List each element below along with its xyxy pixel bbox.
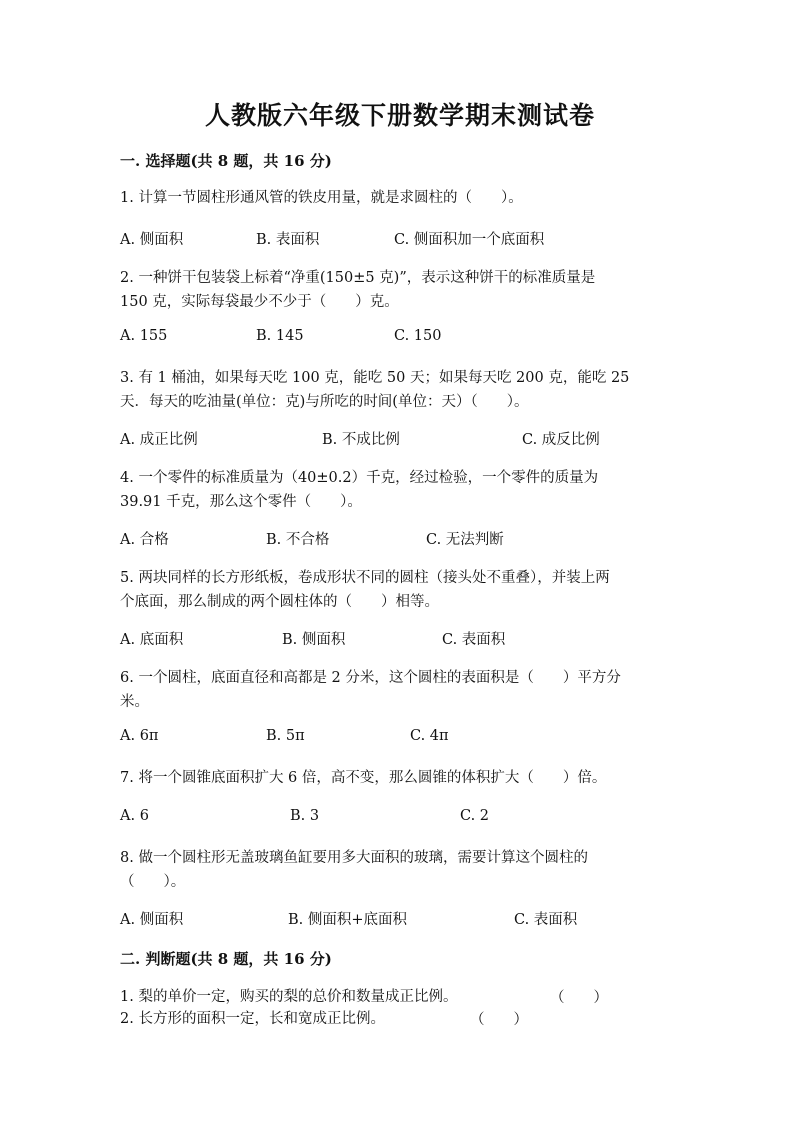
option-a: A. 6 (120, 808, 149, 824)
options-3 (120, 428, 680, 450)
option-a: A. 底面积 (120, 632, 184, 648)
option-c: C. 侧面积加一个底面积 (394, 232, 545, 248)
option-b: B. 不成比例 (322, 432, 400, 448)
question-line: 8. 做一个圆柱形无盖玻璃鱼缸要用多大面积的玻璃，需要计算这个圆柱的 (120, 850, 588, 866)
options-5 (120, 628, 680, 650)
question-line: 1. 计算一节圆柱形通风管的铁皮用量，就是求圆柱的（ ）。 (120, 190, 523, 206)
option-a: A. 成正比例 (120, 432, 198, 448)
option-b: B. 不合格 (266, 532, 330, 548)
option-b: B. 侧面积+底面积 (288, 912, 408, 928)
question-7 (120, 766, 680, 790)
judgement-item-2: 2. 长方形的面积一定，长和宽成正比例。 (120, 1011, 385, 1027)
option-c: C. 无法判断 (426, 532, 504, 548)
question-line: 150 克，实际每袋最少不少于（ ）克。 (120, 294, 399, 310)
question-line: 6. 一个圆柱，底面直径和高都是 2 分米，这个圆柱的表面积是（ ）平方分 (120, 670, 621, 686)
question-line: 3. 有 1 桶油，如果每天吃 100 克，能吃 50 天；如果每天吃 200 克，能吃 25 (120, 370, 630, 386)
question-5 (120, 566, 680, 614)
question-line: （ ）。 (120, 874, 186, 890)
section-heading-choice: 一. 选择题(共 8 题，共 16 分) (120, 152, 332, 170)
options-2 (120, 328, 680, 350)
page-title: 人教版六年级下册数学期末测试卷 (204, 101, 595, 130)
option-c: C. 150 (394, 328, 442, 344)
question-8 (120, 846, 680, 894)
answer-paren-2: （ ） (470, 1012, 528, 1028)
options-4 (120, 528, 680, 550)
judgement-item-1: 1. 梨的单价一定，购买的梨的总价和数量成正比例。 (120, 989, 458, 1005)
options-8 (120, 908, 680, 930)
question-line: 4. 一个零件的标准质量为（40±0.2）千克，经过检验，一个零件的质量为 (120, 470, 599, 486)
question-line: 39.91 千克，那么这个零件（ ）。 (120, 494, 362, 510)
options-7 (120, 808, 680, 830)
question-line: 5. 两块同样的长方形纸板，卷成形状不同的圆柱（接头处不重叠），并装上两 (120, 570, 610, 586)
option-b: B. 5π (266, 728, 305, 744)
question-1 (120, 186, 680, 210)
answer-paren-1: （ ） (550, 990, 608, 1006)
question-line: 2. 一种饼干包装袋上标着“净重(150±5 克)”，表示这种饼干的标准质量是 (120, 270, 596, 286)
question-line: 7. 将一个圆锥底面积扩大 6 倍，高不变，那么圆锥的体积扩大（ ）倍。 (120, 770, 607, 786)
option-b: B. 145 (256, 328, 304, 344)
section-heading-judgement: 二. 判断题(共 8 题，共 16 分) (120, 950, 332, 968)
option-b: B. 侧面积 (282, 632, 346, 648)
option-a: A. 侧面积 (120, 232, 184, 248)
option-a: A. 合格 (120, 532, 169, 548)
question-line: 天．每天的吃油量(单位：克)与所吃的时间(单位：天）（ ）。 (120, 394, 529, 410)
option-c: C. 4π (410, 728, 449, 744)
option-a: A. 6π (120, 728, 159, 744)
option-a: A. 155 (120, 328, 168, 344)
question-6 (120, 666, 680, 714)
question-4 (120, 466, 680, 514)
option-c: C. 表面积 (442, 632, 506, 648)
question-2 (120, 266, 680, 314)
option-b: B. 3 (290, 808, 320, 824)
option-c: C. 成反比例 (522, 432, 600, 448)
options-6 (120, 728, 680, 750)
option-c: C. 2 (460, 808, 490, 824)
option-a: A. 侧面积 (120, 912, 184, 928)
question-line: 米。 (120, 694, 149, 710)
options-1 (120, 228, 680, 250)
option-c: C. 表面积 (514, 912, 578, 928)
question-line: 个底面，那么制成的两个圆柱体的（ ）相等。 (120, 594, 439, 610)
question-3 (120, 366, 680, 414)
option-b: B. 表面积 (256, 232, 320, 248)
